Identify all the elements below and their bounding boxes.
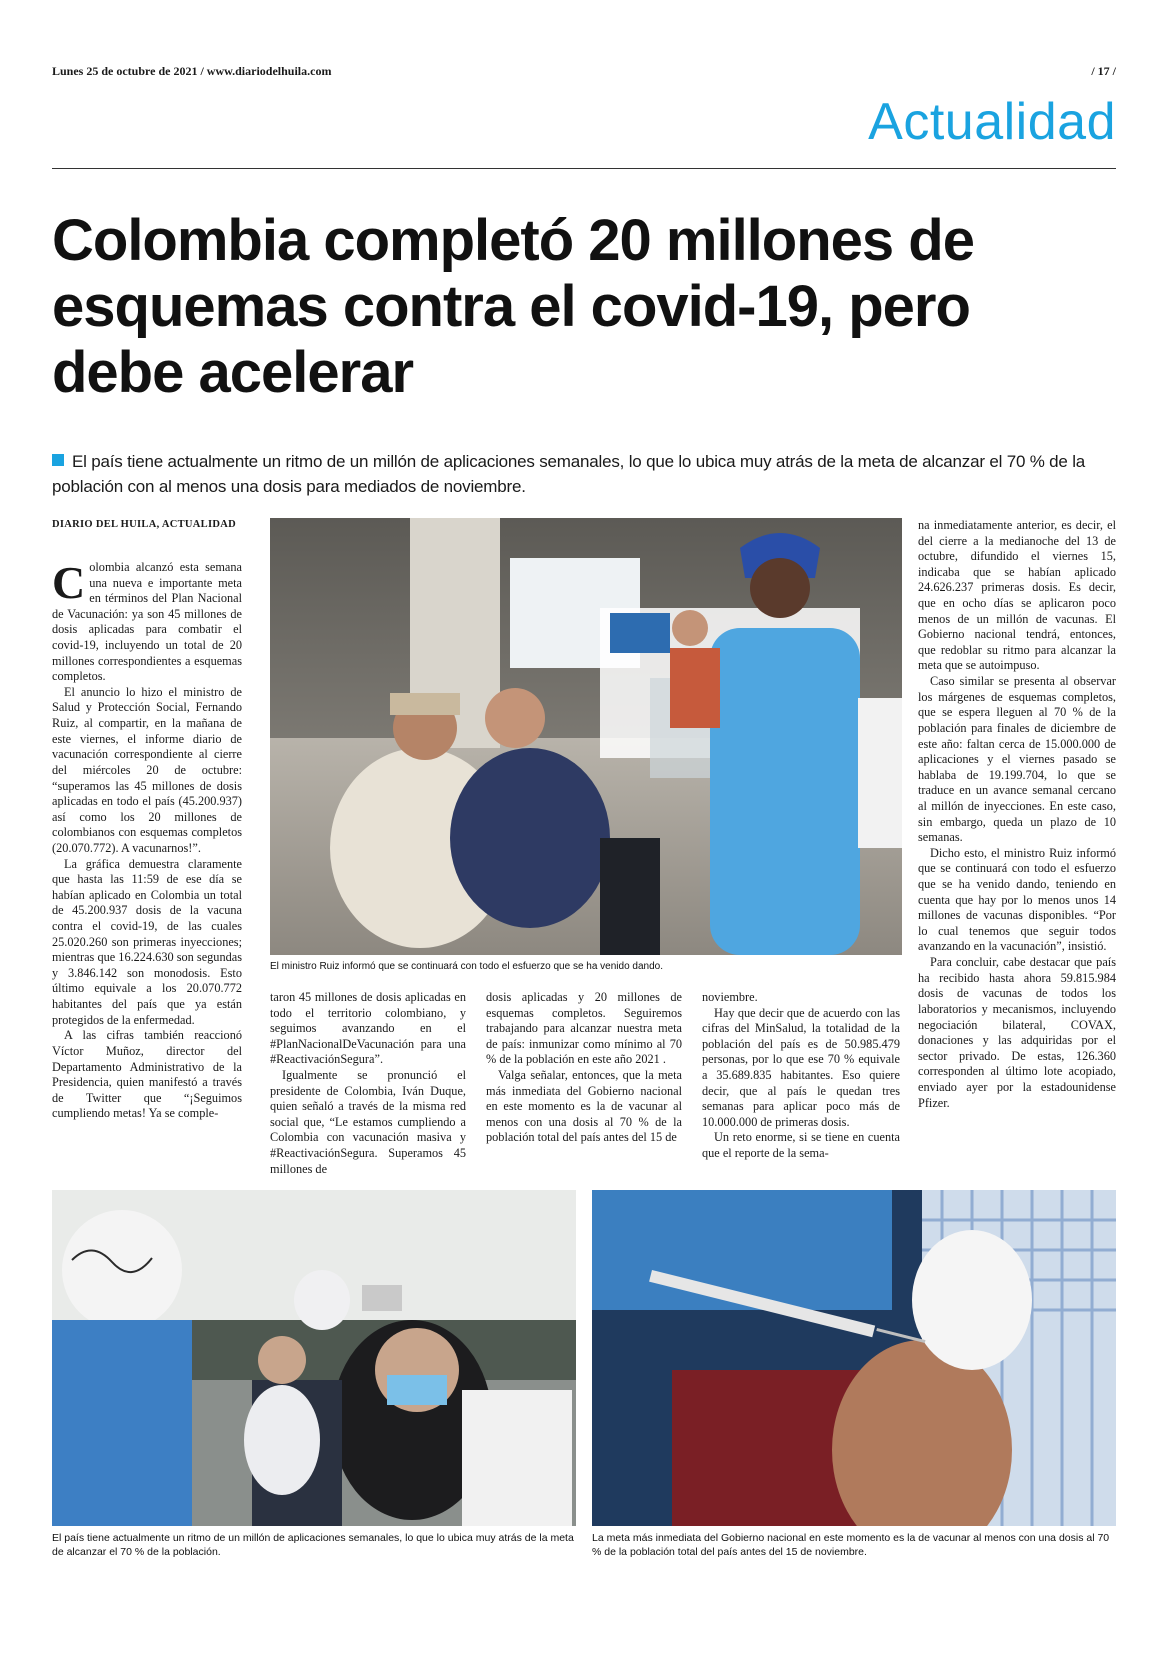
section-title: Actualidad bbox=[868, 93, 1116, 151]
lead-square-icon bbox=[52, 454, 64, 466]
bottom-right-photo bbox=[592, 1190, 1116, 1526]
bottom-left-caption: El país tiene actualmente un ritmo de un millón de aplicaciones semanales, lo que lo ubica muy atrás de la meta de alcanzar el 70 % de la población. bbox=[52, 1532, 574, 1558]
paragraph: Caso similar se presenta al observar los márgenes de esquemas completos, que se espera lleguen al 70 % de la población para finales de diciembre de este año: faltan cerca de 15.000.000 de aplicaciones y el viernes pasado se hablaba de 19.199.704, lo que se traduce en un avance semanal cercano al millón de inyecciones. En este caso, sin embargo, queda un plazo de 10 semanas. bbox=[918, 674, 1116, 845]
paragraph: Igualmente se pronunció el presidente de Colombia, Iván Duque, quien señaló a través de la misma red social que, “Le estamos cumpliendo a Colombia con vacunación masiva y #ReactivaciónSegura. Superamos 45 millones de bbox=[270, 1068, 466, 1176]
page-number: / 17 / bbox=[1091, 64, 1116, 78]
byline: DIARIO DEL HUILA, ACTUALIDAD bbox=[52, 519, 237, 530]
vaccination-room-image bbox=[270, 518, 902, 955]
paragraph: Un reto enorme, si se tiene en cuenta que el reporte de la sema- bbox=[702, 1130, 900, 1161]
column-4 bbox=[702, 990, 900, 1162]
header-divider bbox=[52, 168, 1116, 169]
paragraph: La gráfica demuestra claramente que hasta las 11:59 de ese día se habían aplicado en Colombia un total de 45.200.937 dosis de la vacuna contra el covid-19, de las cuales 25.020.260 son primeras inyecciones; mientras que 16.224.630 son segundas y 3.846.142 son monodosis. Esto último equivale a los 20.070.772 habitantes del país que ya están protegidos de la enfermedad. bbox=[52, 856, 242, 1027]
lead-paragraph bbox=[52, 450, 1116, 499]
bottom-right-caption: La meta más inmediata del Gobierno nacional en este momento es la de vacunar al menos con una dosis al 70 % de la población total del país antes del 15 de noviembre. bbox=[592, 1532, 1110, 1558]
column-3 bbox=[486, 990, 682, 1146]
paragraph: Colombia alcanzó esta semana una nueva e importante meta en términos del Plan Nacional de Vacunación: ya son 45 millones de dosis aplicadas para combatir el covid-19, incluyendo un total de 20 millones correspondientes a esquemas completos. bbox=[52, 557, 242, 684]
paragraph: dosis aplicadas y 20 millones de esquemas completos. Seguiremos trabajando para alcanzar nuestra meta de país: inmunizar como mínimo al 70 % de la población en este año 2021 . bbox=[486, 990, 682, 1067]
nurse-preparing-vaccine-image bbox=[52, 1190, 576, 1526]
dropcap: C bbox=[52, 557, 86, 608]
paragraph: Para concluir, cabe destacar que país ha recibido hasta ahora 59.815.984 dosis de vacunas de todos los laboratorios y mecanismos, incluyendo negociación bilateral, COVAX, donaciones y las adquiridas por el sector privado. De estas, 126.360 corresponden al último lote acopiado, enviado ayer por la estadounidense Pfizer. bbox=[918, 955, 1116, 1110]
paragraph: noviembre. bbox=[702, 990, 758, 1004]
column-2 bbox=[270, 990, 466, 1177]
main-photo-caption: El ministro Ruiz informó que se continuará con todo el esfuerzo que se ha venido dando. bbox=[270, 961, 664, 972]
paragraph: Valga señalar, entonces, que la meta más inmediata del Gobierno nacional en este momento es la de vacunar al menos con una dosis al 70 % de la población total del país antes del 15 de bbox=[486, 1068, 682, 1145]
column-1 bbox=[52, 557, 242, 1122]
paragraph: Dicho esto, el ministro Ruiz informó que se continuará con todo el esfuerzo que se ha venido dando, teniendo en cuenta que hay por lo menos unos 14 millones de vacunas disponibles. “Por lo cual tenemos que seguir todos avanzando en la vacunación”, insistió. bbox=[918, 845, 1116, 954]
column-5 bbox=[918, 518, 1116, 1111]
paragraph: na inmediatamente anterior, es decir, el del cierre a la medianoche del 13 de octubre, difundido el viernes 15, indicaba que se habían aplicado 24.626.237 primeras dosis. Es decir, que en ocho días se aplicaron poco menos de un millón de vacunas. El Gobierno nacional tendrá, entonces, que redoblar su ritmo para alcanzar la meta que se autoimpuso. bbox=[918, 518, 1116, 673]
lead-text: El país tiene actualmente un ritmo de un millón de aplicaciones semanales, lo que lo ubica muy atrás de la meta de alcanzar el 70 % de la población con al menos una dosis para mediados de noviembre. bbox=[52, 452, 1086, 496]
arm-vaccination-image bbox=[592, 1190, 1116, 1526]
paragraph: Hay que decir que de acuerdo con las cifras del MinSalud, la totalidad de la población del país es de 50.985.479 personas, por lo que ese 70 % equivale a 35.689.835 habitantes. Eso quiere decir, que al país le quedan tres semanas para aplicar poco más de 10.000.000 de primeras dosis. bbox=[702, 1005, 900, 1129]
paragraph: taron 45 millones de dosis aplicadas en todo el territorio colombiano, y seguimos avanzando en el #PlanNacionalDeVacunación para una #ReactivaciónSegura”. bbox=[270, 990, 466, 1067]
paragraph: El anuncio lo hizo el ministro de Salud y Protección Social, Fernando Ruiz, al compartir, en la mañana de este viernes, el informe diario de vacunación correspondiente al cierre del miércoles 20 de octubre: “superamos las 45 millones de dosis aplicadas en todo el país (45.200.937) así como los 20 millones de colombianos con esquemas completos (20.070.772). A vacunarnos!”. bbox=[52, 684, 242, 855]
headline: Colombia completó 20 millones de esquemas contra el covid-19, pero debe acelerar bbox=[52, 208, 974, 406]
header-date-site: Lunes 25 de octubre de 2021 / www.diariodelhuila.com bbox=[52, 64, 332, 78]
paragraph: A las cifras también reaccionó Víctor Muñoz, director del Departamento Administrativo de la Presidencia, quien manifestó a través de Twitter que “¡Seguimos cumpliendo metas! Ya se comple- bbox=[52, 1028, 242, 1121]
main-photo bbox=[270, 518, 902, 955]
bottom-left-photo bbox=[52, 1190, 576, 1526]
